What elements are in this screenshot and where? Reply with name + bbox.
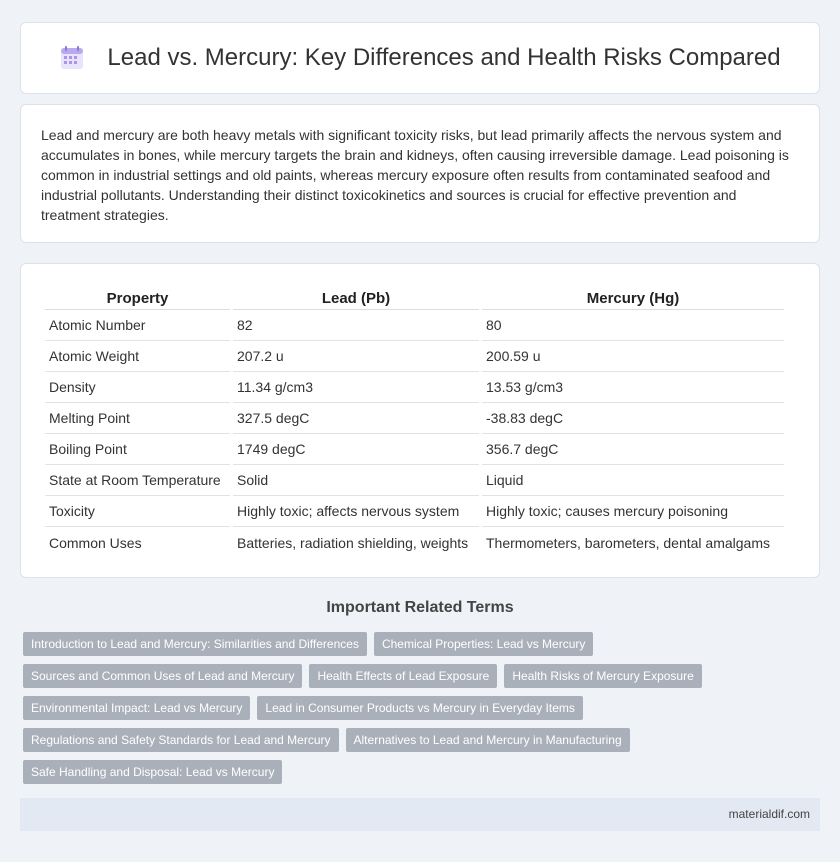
related-term-tag[interactable]: Health Risks of Mercury Exposure: [504, 664, 701, 688]
table-cell: Highly toxic; affects nervous system: [233, 496, 479, 527]
table-cell: 11.34 g/cm3: [233, 372, 479, 403]
table-cell: Toxicity: [45, 496, 230, 527]
table-cell: Melting Point: [45, 403, 230, 434]
table-cell: 82: [233, 310, 479, 341]
header-card: [20, 22, 820, 94]
table-cell: Thermometers, barometers, dental amalgams: [486, 534, 770, 551]
calendar-grid-icon: [59, 45, 85, 71]
comparison-table-card: [20, 263, 820, 578]
column-header: Mercury (Hg): [482, 284, 784, 310]
table-cell: Highly toxic; causes mercury poisoning: [482, 496, 784, 527]
table-cell: -38.83 degC: [482, 403, 784, 434]
table-cell: 207.2 u: [233, 341, 479, 372]
table-header-row: [45, 284, 784, 310]
table-row: [45, 310, 784, 341]
related-terms-heading: Important Related Terms: [326, 599, 514, 616]
column-header: Lead (Pb): [233, 284, 479, 310]
table-cell: State at Room Temperature: [45, 465, 230, 496]
table-cell: Boiling Point: [45, 434, 230, 465]
table-cell: 1749 degC: [233, 434, 479, 465]
related-term-tag[interactable]: Alternatives to Lead and Mercury in Manufacturing: [346, 728, 630, 752]
table-row: [45, 496, 784, 527]
related-term-tag[interactable]: Chemical Properties: Lead vs Mercury: [374, 632, 593, 656]
intro-card: [20, 104, 820, 243]
comparison-table: [42, 284, 787, 558]
table-cell: Solid: [233, 465, 479, 496]
table-row: [45, 527, 784, 558]
table-row: [45, 434, 784, 465]
table-row: [45, 372, 784, 403]
related-term-tag[interactable]: Health Effects of Lead Exposure: [309, 664, 497, 688]
table-row: [45, 465, 784, 496]
table-cell: 327.5 degC: [233, 403, 479, 434]
table-cell: 80: [482, 310, 784, 341]
table-cell: Batteries, radiation shielding, weights: [237, 534, 469, 551]
table-cell: 13.53 g/cm3: [482, 372, 784, 403]
table-cell: Density: [45, 372, 230, 403]
table-row: [45, 403, 784, 434]
table-cell: 200.59 u: [482, 341, 784, 372]
page-title: Lead vs. Mercury: Key Differences and Health Risks Compared: [107, 44, 781, 71]
table-cell: Liquid: [482, 465, 784, 496]
footer: [20, 798, 820, 831]
related-term-tag[interactable]: Regulations and Safety Standards for Lead and Mercury: [23, 728, 339, 752]
related-term-tag[interactable]: Introduction to Lead and Mercury: Similarities and Differences: [23, 632, 367, 656]
table-cell: Atomic Number: [45, 310, 230, 341]
footer-site-link[interactable]: materialdif.com: [728, 807, 810, 821]
table-row: [45, 341, 784, 372]
table-cell: Atomic Weight: [45, 341, 230, 372]
related-term-tag[interactable]: Environmental Impact: Lead vs Mercury: [23, 696, 250, 720]
column-header: Property: [45, 284, 230, 310]
related-term-tag[interactable]: Lead in Consumer Products vs Mercury in Everyday Items: [257, 696, 582, 720]
intro-paragraph: Lead and mercury are both heavy metals with significant toxicity risks, but lead primarily affects the nervous system and accumulates in bones, while mercury targets the brain and kidneys, often causing irreversible damage. Lead poisoning is common in industrial settings and old paints, whereas mercury exposure often results from contaminated seafood and industrial pollutants. Understanding their distinct toxicokinetics and sources is crucial for effective prevention and treatment strategies.: [41, 127, 789, 223]
table-cell: Common Uses: [49, 534, 142, 551]
related-terms-list: [23, 632, 713, 792]
table-cell: 356.7 degC: [482, 434, 784, 465]
related-term-tag[interactable]: Safe Handling and Disposal: Lead vs Mercury: [23, 760, 282, 784]
related-term-tag[interactable]: Sources and Common Uses of Lead and Mercury: [23, 664, 302, 688]
